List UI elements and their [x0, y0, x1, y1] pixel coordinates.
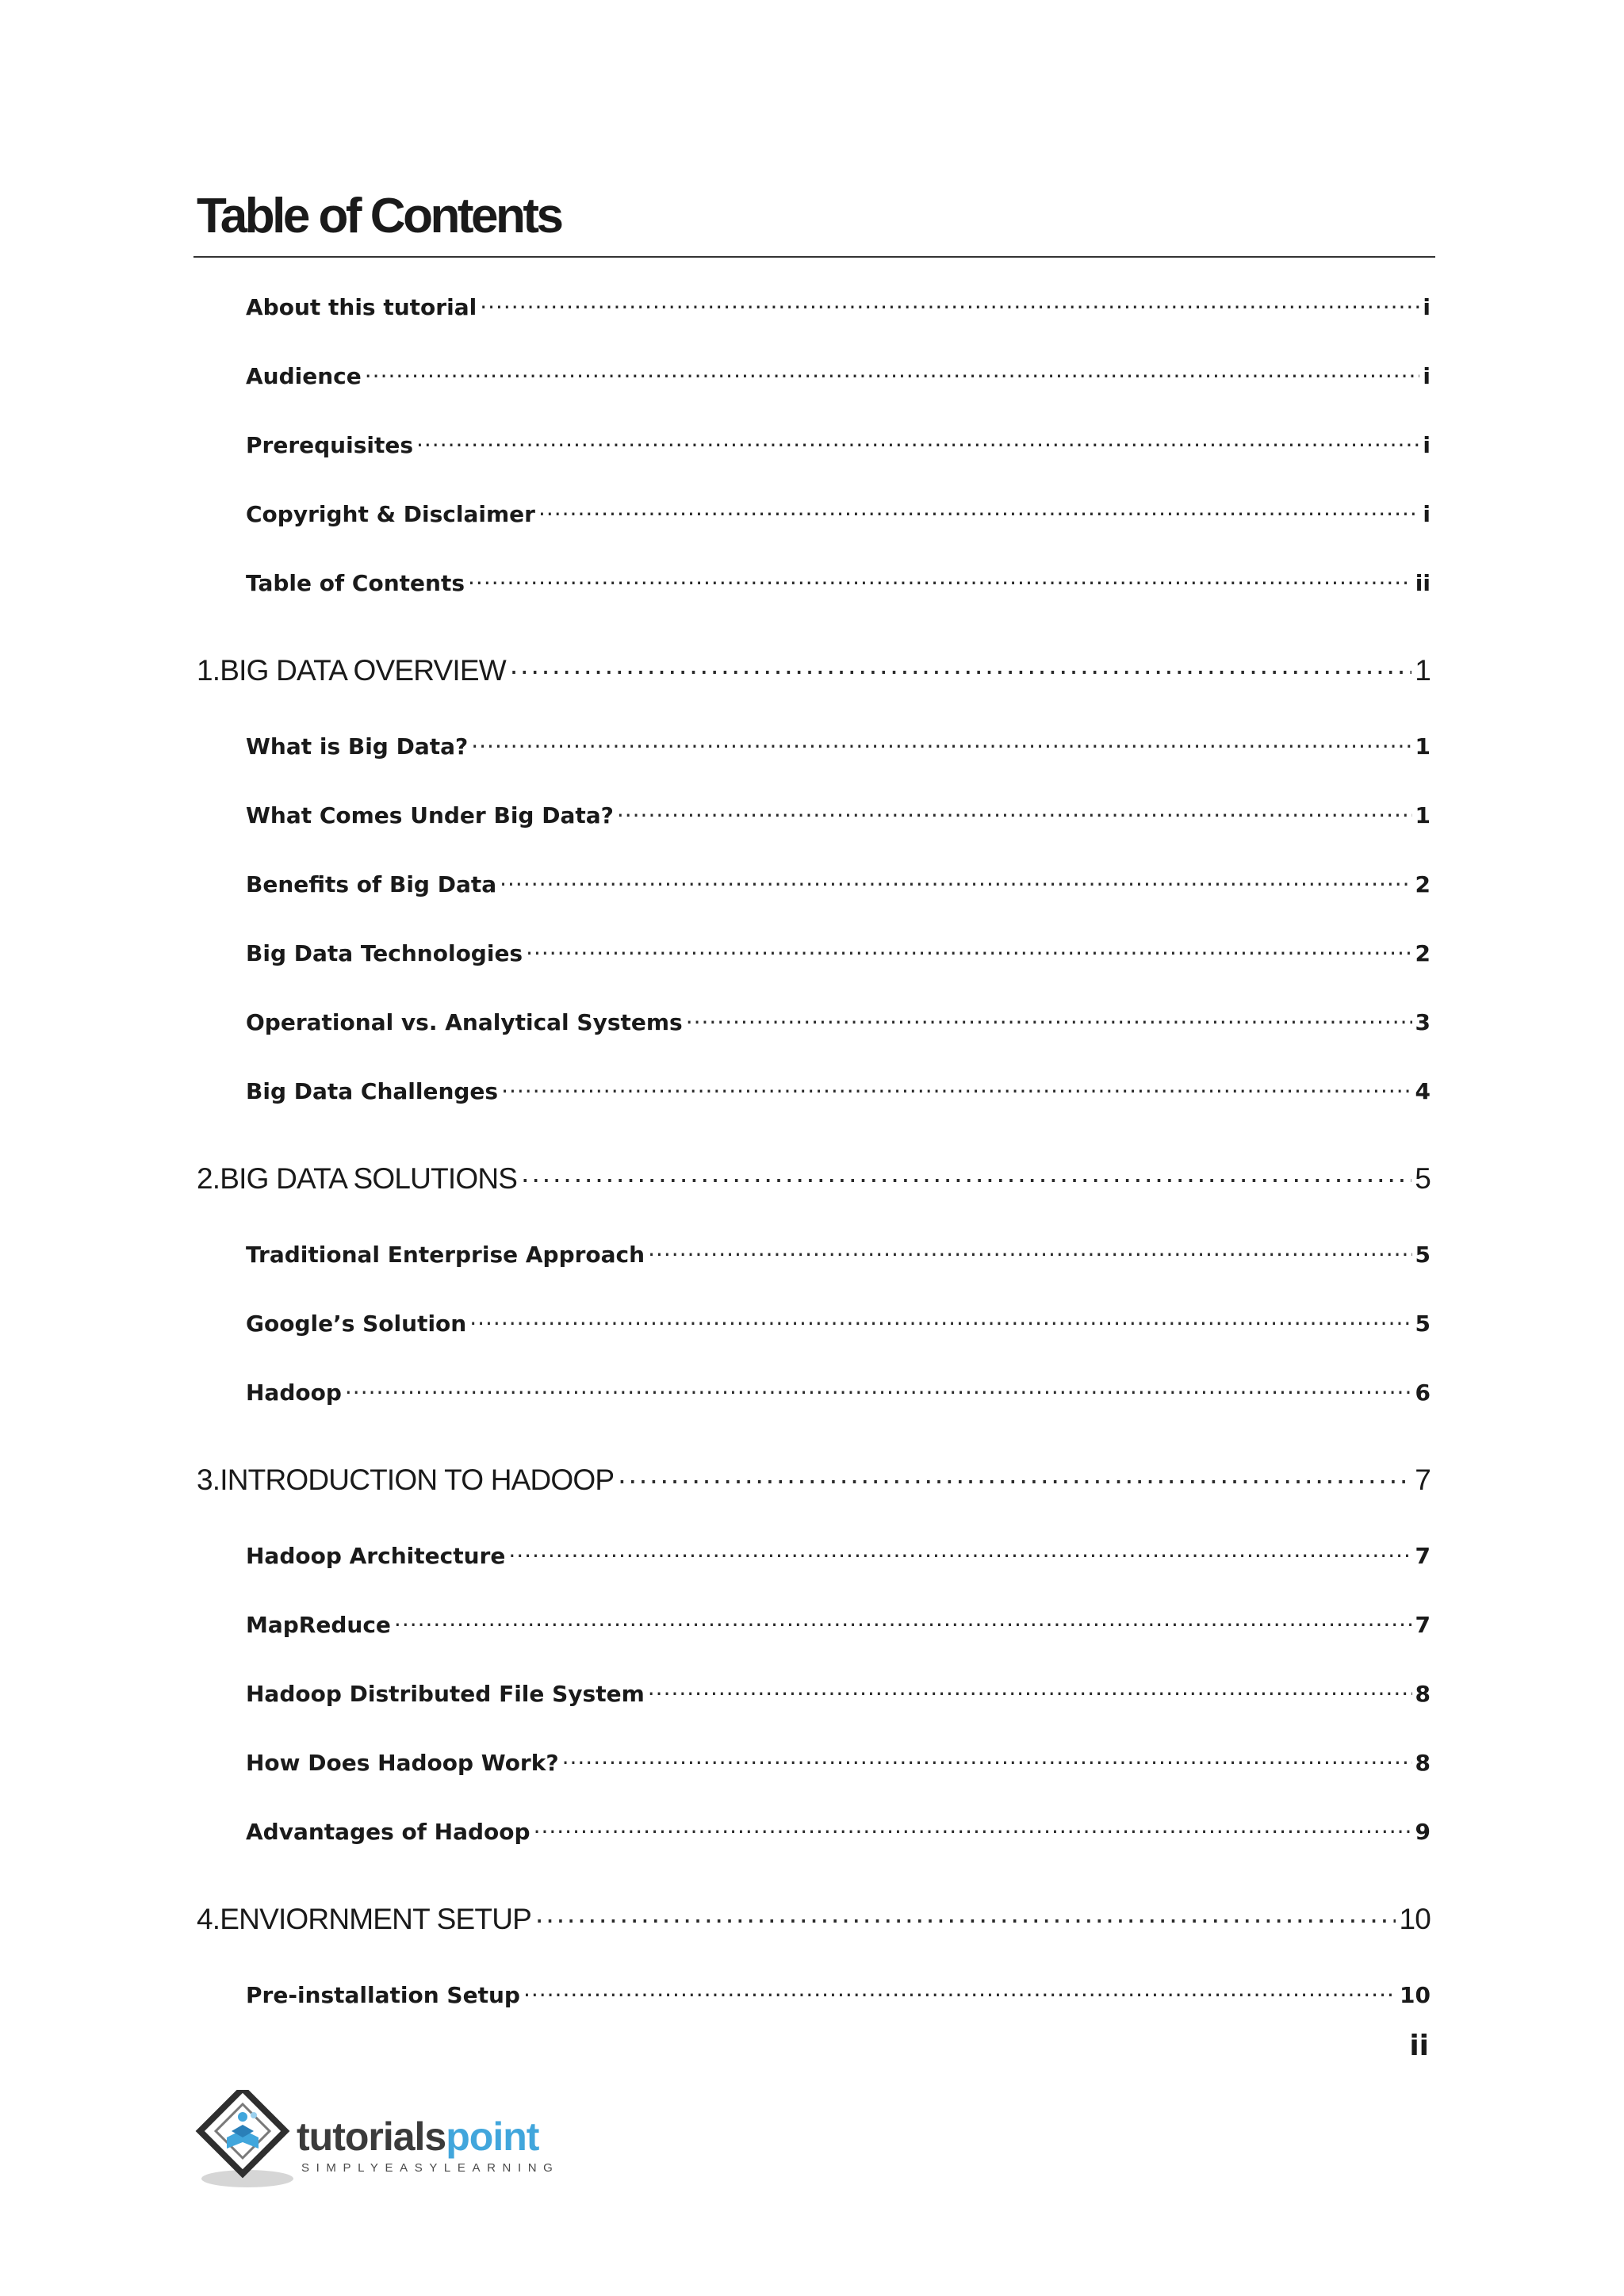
- toc-page-number: i: [1423, 432, 1431, 458]
- toc-entry[interactable]: [246, 1816, 1431, 1848]
- toc-entry[interactable]: [246, 292, 1431, 323]
- toc-page-number: i: [1423, 363, 1431, 389]
- toc-entry[interactable]: [246, 869, 1431, 901]
- toc-dot-leader: [468, 568, 1412, 599]
- toc-page-number: 7: [1415, 1464, 1431, 1496]
- toc-page-number: 8: [1415, 1681, 1431, 1707]
- toc-entry-label: Prerequisites: [246, 432, 413, 458]
- toc-chapter-number: 1.: [197, 654, 220, 687]
- toc-dot-leader: [538, 499, 1419, 530]
- toc-dot-leader: [500, 869, 1411, 901]
- toc-entry-label: What is Big Data?: [246, 733, 469, 760]
- toc-entry[interactable]: [246, 1377, 1431, 1409]
- toc-entry-label: Table of Contents: [246, 570, 465, 596]
- toc-entry-label: Hadoop: [246, 1380, 342, 1406]
- page-number: ii: [1409, 2030, 1429, 2062]
- toc-entry-label: What Comes Under Big Data?: [246, 802, 614, 828]
- toc-dot-leader: [480, 292, 1419, 323]
- toc-dot-leader: [416, 430, 1419, 461]
- toc-entry-label: Operational vs. Analytical Systems: [246, 1009, 683, 1035]
- toc-entry[interactable]: [246, 1239, 1431, 1271]
- toc-dot-leader: [365, 361, 1420, 392]
- toc-entry-label: Hadoop Distributed File System: [246, 1681, 645, 1707]
- page-title: Table of Contents: [197, 189, 561, 243]
- toc-entry[interactable]: [246, 1678, 1431, 1710]
- toc-entry-label: Big Data Technologies: [246, 940, 523, 966]
- toc-chapter-number: 4.: [197, 1903, 220, 1935]
- toc-dot-leader: [520, 1158, 1411, 1200]
- toc-entry[interactable]: [246, 1308, 1431, 1340]
- toc-entry[interactable]: [246, 800, 1431, 832]
- toc-page-number: 5: [1415, 1311, 1431, 1337]
- toc-entry[interactable]: [246, 499, 1431, 530]
- toc-entry[interactable]: [246, 1609, 1431, 1641]
- toc-dot-leader: [534, 1816, 1412, 1848]
- toc-page-number: i: [1423, 294, 1431, 320]
- toc-dot-leader: [501, 1076, 1411, 1108]
- toc-entry-label: ENVIORNMENT SETUP: [220, 1903, 532, 1935]
- toc-entry-label: BIG DATA SOLUTIONS: [220, 1162, 518, 1195]
- toc-page-number: 5: [1415, 1162, 1431, 1195]
- logo-diamond-icon: [195, 2090, 298, 2193]
- toc-page-number: 10: [1400, 1982, 1431, 2008]
- toc-page-number: 8: [1415, 1750, 1431, 1776]
- toc-entry-label: Big Data Challenges: [246, 1078, 499, 1104]
- toc-chapter-entry[interactable]: [197, 1158, 1431, 1200]
- toc-dot-leader: [523, 1980, 1396, 2011]
- toc-dot-leader: [562, 1747, 1412, 1779]
- toc-page-number: 2: [1415, 871, 1431, 897]
- toc-page-number: 4: [1415, 1078, 1431, 1104]
- toc-chapter-entry[interactable]: [197, 1899, 1431, 1940]
- toc-dot-leader: [648, 1678, 1412, 1710]
- toc-entry-label: Hadoop Architecture: [246, 1543, 506, 1569]
- toc-chapter-number: 2.: [197, 1162, 220, 1195]
- toc-dot-leader: [534, 1899, 1396, 1940]
- toc-chapter-entry[interactable]: [197, 650, 1431, 691]
- toc-dot-leader: [617, 1460, 1411, 1501]
- toc-entry-label: Advantages of Hadoop: [246, 1819, 530, 1845]
- toc-entry[interactable]: [246, 1980, 1431, 2011]
- toc-page-number: 7: [1415, 1543, 1431, 1569]
- toc-page-number: 3: [1415, 1009, 1431, 1035]
- toc-entry-label: MapReduce: [246, 1612, 391, 1638]
- toc-entry-label: BIG DATA OVERVIEW: [220, 654, 506, 687]
- toc-page-number: 5: [1415, 1242, 1431, 1268]
- toc-dot-leader: [508, 1540, 1411, 1572]
- toc-entry[interactable]: [246, 1007, 1431, 1039]
- toc-page-number: 1: [1415, 654, 1431, 687]
- toc-page-number: 7: [1415, 1612, 1431, 1638]
- toc-dot-leader: [509, 650, 1411, 691]
- toc-page-number: i: [1423, 501, 1431, 527]
- toc-entry[interactable]: [246, 1747, 1431, 1779]
- toc-dot-leader: [345, 1377, 1412, 1409]
- toc-chapter-entry[interactable]: [197, 1460, 1431, 1501]
- toc-dot-leader: [526, 938, 1411, 970]
- logo-tagline: SIMPLYEASYLEARNING: [301, 2161, 560, 2175]
- toc-entry-label: About this tutorial: [246, 294, 477, 320]
- toc-entry[interactable]: [246, 938, 1431, 970]
- toc-dot-leader: [469, 1308, 1411, 1340]
- toc-page-number: 1: [1415, 802, 1431, 828]
- toc-entry-label: Traditional Enterprise Approach: [246, 1242, 645, 1268]
- tutorialspoint-logo: [195, 2090, 568, 2193]
- toc-entry-label: Benefits of Big Data: [246, 871, 497, 897]
- toc-page-number: 1: [1415, 733, 1431, 760]
- toc-entry[interactable]: [246, 1540, 1431, 1572]
- toc-page-number: 2: [1415, 940, 1431, 966]
- toc-entry[interactable]: [246, 731, 1431, 763]
- toc-entry[interactable]: [246, 361, 1431, 392]
- toc-entry[interactable]: [246, 430, 1431, 461]
- toc-page-number: ii: [1415, 570, 1431, 596]
- toc-entry-label: How Does Hadoop Work?: [246, 1750, 559, 1776]
- toc-entry-label: Pre-installation Setup: [246, 1982, 520, 2008]
- toc-dot-leader: [648, 1239, 1411, 1271]
- toc-entry-label: Audience: [246, 363, 362, 389]
- logo-wordmark: tutorialspoint: [297, 2114, 539, 2159]
- toc-dot-leader: [617, 800, 1412, 832]
- toc-entry[interactable]: [246, 1076, 1431, 1108]
- toc-dot-leader: [686, 1007, 1412, 1039]
- toc-page-number: 6: [1415, 1380, 1431, 1406]
- toc-dot-leader: [394, 1609, 1412, 1641]
- toc-chapter-number: 3.: [197, 1464, 220, 1496]
- toc-entry-label: Copyright & Disclaimer: [246, 501, 535, 527]
- toc-entry-label: Google’s Solution: [246, 1311, 467, 1337]
- toc-entry-label: INTRODUCTION TO HADOOP: [220, 1464, 615, 1496]
- toc-dot-leader: [471, 731, 1411, 763]
- toc-page-number: 9: [1415, 1819, 1431, 1845]
- toc-page-number: 10: [1399, 1903, 1431, 1935]
- toc-entry[interactable]: [246, 568, 1431, 599]
